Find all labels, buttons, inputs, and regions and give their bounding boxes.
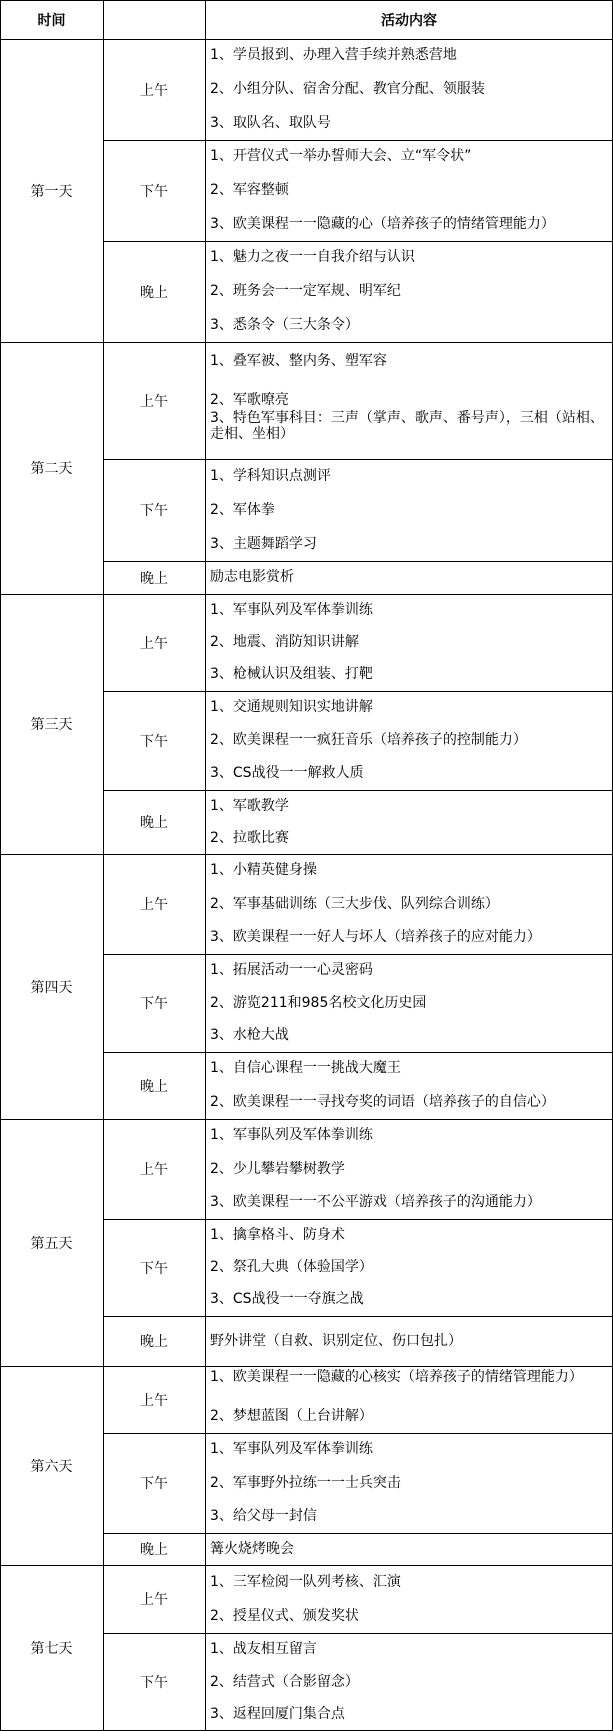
- header-time: 时间: [37, 12, 66, 29]
- activity-item: 2、小组分队、宿舍分配、教官分配、领服装: [210, 81, 485, 97]
- activity-item: 2、授星仪式、颁发奖状: [210, 1608, 359, 1624]
- activity-item: 野外讲堂（自救、识别定位、伤口包扎）: [210, 1333, 462, 1349]
- activity-item: 1、军事队列及军体拳训练: [210, 602, 373, 618]
- row-divider: [103, 1433, 613, 1434]
- period-label: 下午: [140, 733, 168, 750]
- day-label: 第六天: [30, 1458, 73, 1475]
- activity-item: 2、结营式（合影留念）: [210, 1674, 359, 1690]
- period-label: 下午: [140, 1476, 168, 1492]
- period-label: 晚上: [140, 284, 168, 301]
- day-divider: [0, 854, 613, 855]
- period-label: 下午: [140, 996, 168, 1012]
- activity-item: 2、欧美课程一一寻找夸奖的词语（培养孩子的自信心）: [210, 1094, 555, 1110]
- table-left-border: [0, 0, 1, 1731]
- activity-item: 2、军歌嘹亮: [210, 392, 289, 408]
- period-label: 上午: [140, 393, 168, 410]
- activity-item: 篝火烧烤晚会: [210, 1541, 294, 1557]
- activity-item: 2、军事野外拉练一一士兵突击: [210, 1475, 401, 1491]
- row-divider: [103, 1633, 613, 1634]
- period-label: 下午: [140, 183, 168, 200]
- day-divider: [0, 1119, 613, 1120]
- day-label: 第一天: [30, 183, 73, 200]
- period-label: 下午: [140, 1675, 168, 1691]
- activity-item: 1、叠军被、整内务、塑军容: [210, 353, 387, 369]
- day-divider: [0, 1565, 613, 1566]
- activity-item: 1、学员报到、办理入营手续并熟悉营地: [210, 47, 457, 63]
- activity-item: 3、取队名、取队号: [210, 115, 331, 131]
- row-divider: [103, 1316, 613, 1317]
- row-divider: [103, 790, 613, 791]
- activity-item: 3、欧美课程一一隐藏的心（培养孩子的情绪管理能力）: [210, 216, 555, 232]
- column-divider: [103, 0, 104, 1731]
- day-label: 第三天: [30, 717, 73, 733]
- activity-item: 2、拉歌比赛: [210, 830, 289, 846]
- day-label: 第七天: [30, 1641, 73, 1657]
- row-divider: [103, 241, 613, 242]
- activity-item: 3、特色军事科目：三声（掌声、歌声、番号声），三相（站相、走相、坐相）: [210, 410, 604, 442]
- activity-item: 1、军事队列及军体拳训练: [210, 1441, 373, 1457]
- activity-item: 3、悉条令（三大条令）: [210, 317, 359, 333]
- day-divider: [0, 39, 613, 40]
- period-label: 上午: [140, 635, 168, 652]
- activity-item: 1、战友相互留言: [210, 1641, 317, 1657]
- period-label: 晚上: [140, 570, 168, 587]
- period-label: 下午: [140, 503, 168, 519]
- activity-item: 2、梦想蓝图（上台讲解）: [210, 1408, 373, 1424]
- period-label: 上午: [140, 1162, 168, 1178]
- period-label: 上午: [140, 1392, 168, 1409]
- day-label: 第五天: [30, 1235, 73, 1252]
- table-top-border: [0, 0, 613, 1]
- activity-item: 励志电影赏析: [210, 569, 294, 585]
- activity-item: 3、枪械认识及组装、打靶: [210, 666, 373, 682]
- activity-item: 1、小精英健身操: [210, 862, 317, 878]
- day-divider: [0, 1366, 613, 1367]
- period-label: 上午: [140, 82, 168, 99]
- period-label: 晚上: [140, 1078, 168, 1095]
- row-divider: [103, 691, 613, 692]
- row-divider: [103, 459, 613, 460]
- activity-item: 2、欧美课程一一疯狂音乐（培养孩子的控制能力）: [210, 732, 527, 748]
- row-divider: [103, 954, 613, 955]
- activity-item: 2、军体拳: [210, 502, 275, 518]
- activity-item: 3、CS战役一一夺旗之战: [210, 1291, 364, 1307]
- period-label: 晚上: [140, 1334, 168, 1350]
- row-divider: [103, 561, 613, 562]
- activity-item: 1、军事队列及军体拳训练: [210, 1127, 373, 1143]
- row-divider: [103, 1052, 613, 1053]
- day-divider: [0, 342, 613, 343]
- header-content: 活动内容: [381, 12, 437, 29]
- activity-item: 3、欧美课程一一不公平游戏（培养孩子的沟通能力）: [210, 1194, 541, 1210]
- period-label: 晚上: [140, 815, 168, 831]
- row-divider: [103, 140, 613, 141]
- day-label: 第四天: [30, 979, 73, 996]
- day-label: 第二天: [30, 461, 73, 477]
- period-label: 上午: [140, 1592, 168, 1608]
- activity-item: 2、军事基础训练（三大步伐、队列综合训练）: [210, 896, 499, 912]
- activity-item: 3、主题舞蹈学习: [210, 536, 317, 552]
- activity-item: 1、魅力之夜一一自我介绍与认识: [210, 249, 415, 265]
- activity-item: 1、开营仪式一举办誓师大会、立“军令状”: [210, 148, 472, 164]
- activity-item: 2、祭孔大典（体验国学）: [210, 1259, 373, 1275]
- activity-item: 2、少儿攀岩攀树教学: [210, 1161, 345, 1177]
- activity-item: 2、地震、消防知识讲解: [210, 634, 359, 650]
- period-label: 上午: [140, 897, 168, 913]
- activity-item: 2、游览211和985名校文化历史园: [210, 995, 427, 1011]
- activity-item: 3、返程回厦门集合点: [210, 1706, 345, 1722]
- activity-item: 1、自信心课程一一挑战大魔王: [210, 1060, 401, 1076]
- activity-item: 2、班务会一一定军规、明军纪: [210, 283, 401, 299]
- column-divider: [205, 0, 206, 1731]
- activity-item: 1、欧美课程一一隐藏的心核实（培养孩子的情绪管理能力）: [210, 1369, 583, 1385]
- row-divider: [103, 1533, 613, 1534]
- activity-item: 2、军容整顿: [210, 182, 289, 198]
- row-divider: [103, 1219, 613, 1220]
- activity-item: 1、军歌教学: [210, 798, 289, 814]
- period-label: 下午: [140, 1260, 168, 1277]
- activity-item: 3、CS战役一一解救人质: [210, 765, 364, 781]
- activity-item: 3、欧美课程一一好人与坏人（培养孩子的应对能力）: [210, 929, 541, 945]
- day-divider: [0, 594, 613, 595]
- activity-item: 3、给父母一封信: [210, 1508, 317, 1524]
- activity-item: 3、水枪大战: [210, 1027, 289, 1043]
- period-label: 晚上: [140, 1542, 168, 1558]
- activity-item: 1、三军检阅一队列考核、汇演: [210, 1574, 401, 1590]
- activity-item: 1、擒拿格斗、防身术: [210, 1227, 345, 1243]
- activity-item: 1、学科知识点测评: [210, 468, 331, 484]
- activity-item: 1、拓展活动一一心灵密码: [210, 962, 373, 978]
- activity-item: 1、交通规则知识实地讲解: [210, 699, 373, 715]
